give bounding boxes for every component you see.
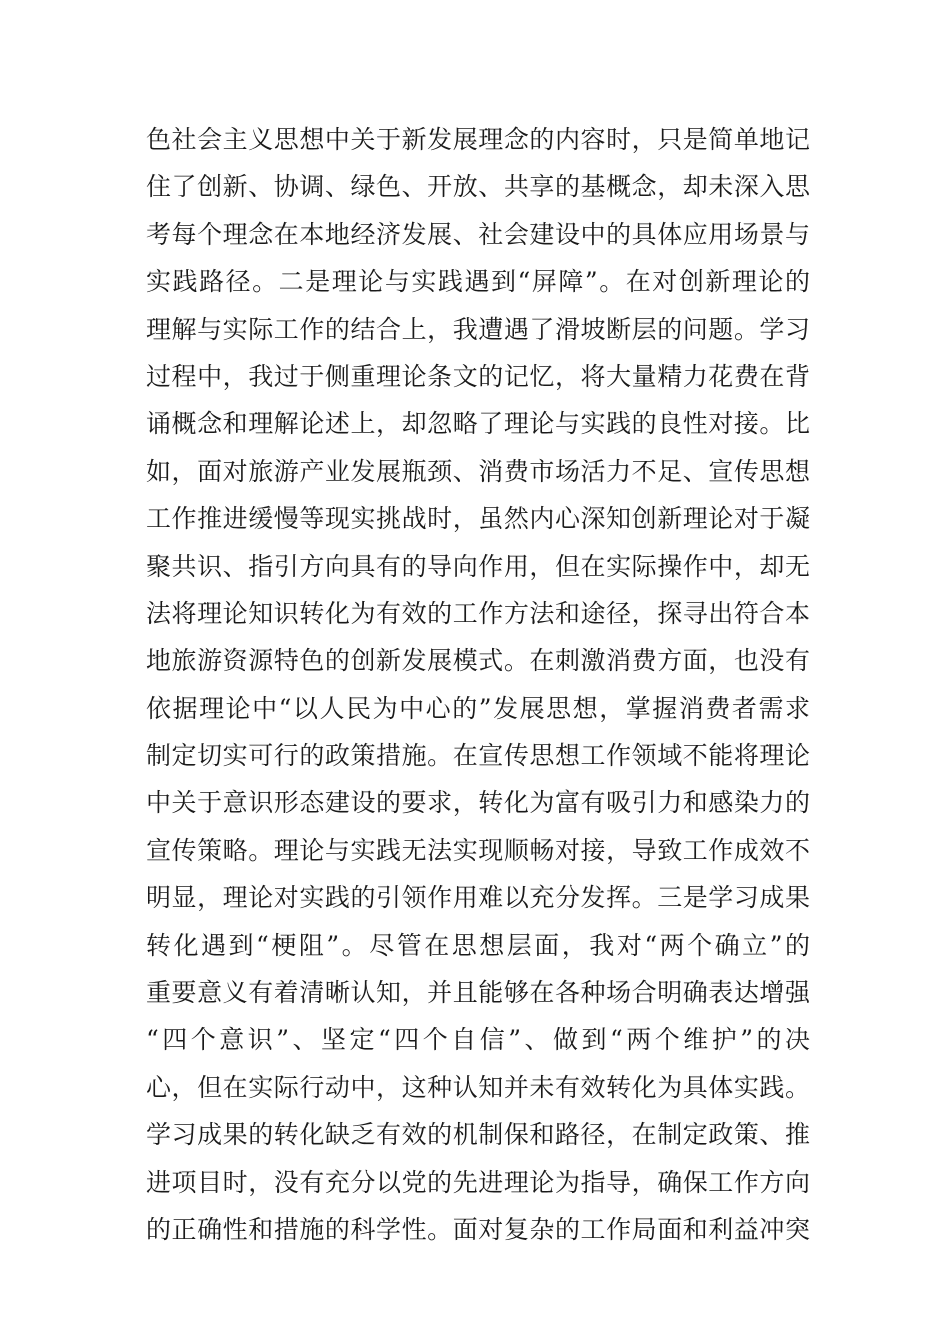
text-line-19: 重要意义有着清晰认知，并且能够在各种场合明确表达增强 [146,978,810,1008]
text-line-12: 地旅游资源特色的创新发展模式。在刺激消费方面，也没有 [146,646,810,676]
text-line-4: 实践路径。二是理论与实践遇到“屏障”。在对创新理论的 [146,267,810,297]
text-line-23: 进项目时，没有充分以党的先进理论为指导，确保工作方向 [146,1167,810,1197]
text-line-17: 明显，理论对实践的引领作用难以充分发挥。三是学习成果 [146,883,810,913]
text-line-1: 色社会主义思想中关于新发展理念的内容时，只是简单地记 [146,125,810,154]
text-line-7: 诵概念和理解论述上，却忽略了理论与实践的良性对接。比 [146,409,810,439]
text-line-11: 法将理论知识转化为有效的工作方法和途径，探寻出符合本 [146,598,810,628]
body-paragraph [146,116,810,1253]
text-line-10: 聚共识、指引方向具有的导向作用，但在实际操作中，却无 [146,551,810,581]
text-line-21: 心，但在实际行动中，这种认知并未有效转化为具体实践。 [146,1072,810,1102]
text-line-15: 中关于意识形态建设的要求，转化为富有吸引力和感染力的 [146,788,810,818]
text-line-13: 依据理论中“以人民为中心的”发展思想，掌握消费者需求 [146,693,810,723]
text-line-3: 考每个理念在本地经济发展、社会建设中的具体应用场景与 [146,219,810,249]
text-line-20: “四个意识”、坚定“四个自信”、做到“两个维护”的决 [146,1025,810,1055]
text-line-16: 宣传策略。理论与实践无法实现顺畅对接，导致工作成效不 [146,835,810,865]
text-line-6: 过程中，我过于侧重理论条文的记忆，将大量精力花费在背 [146,361,810,391]
text-line-5: 理解与实际工作的结合上，我遭遇了滑坡断层的问题。学习 [146,314,810,344]
text-line-9: 工作推进缓慢等现实挑战时，虽然内心深知创新理论对于凝 [146,504,810,534]
text-line-24: 的正确性和措施的科学性。面对复杂的工作局面和利益冲突 [146,1214,810,1244]
text-line-18: 转化遇到“梗阻”。尽管在思想层面，我对“两个确立”的 [146,930,810,960]
text-line-2: 住了创新、协调、绿色、开放、共享的基概念，却未深入思 [146,172,810,202]
text-line-8: 如，面对旅游产业发展瓶颈、消费市场活力不足、宣传思想 [146,456,810,486]
text-line-22: 学习成果的转化缺乏有效的机制保和路径，在制定政策、推 [146,1120,810,1150]
text-line-14: 制定切实可行的政策措施。在宣传思想工作领域不能将理论 [146,741,810,771]
